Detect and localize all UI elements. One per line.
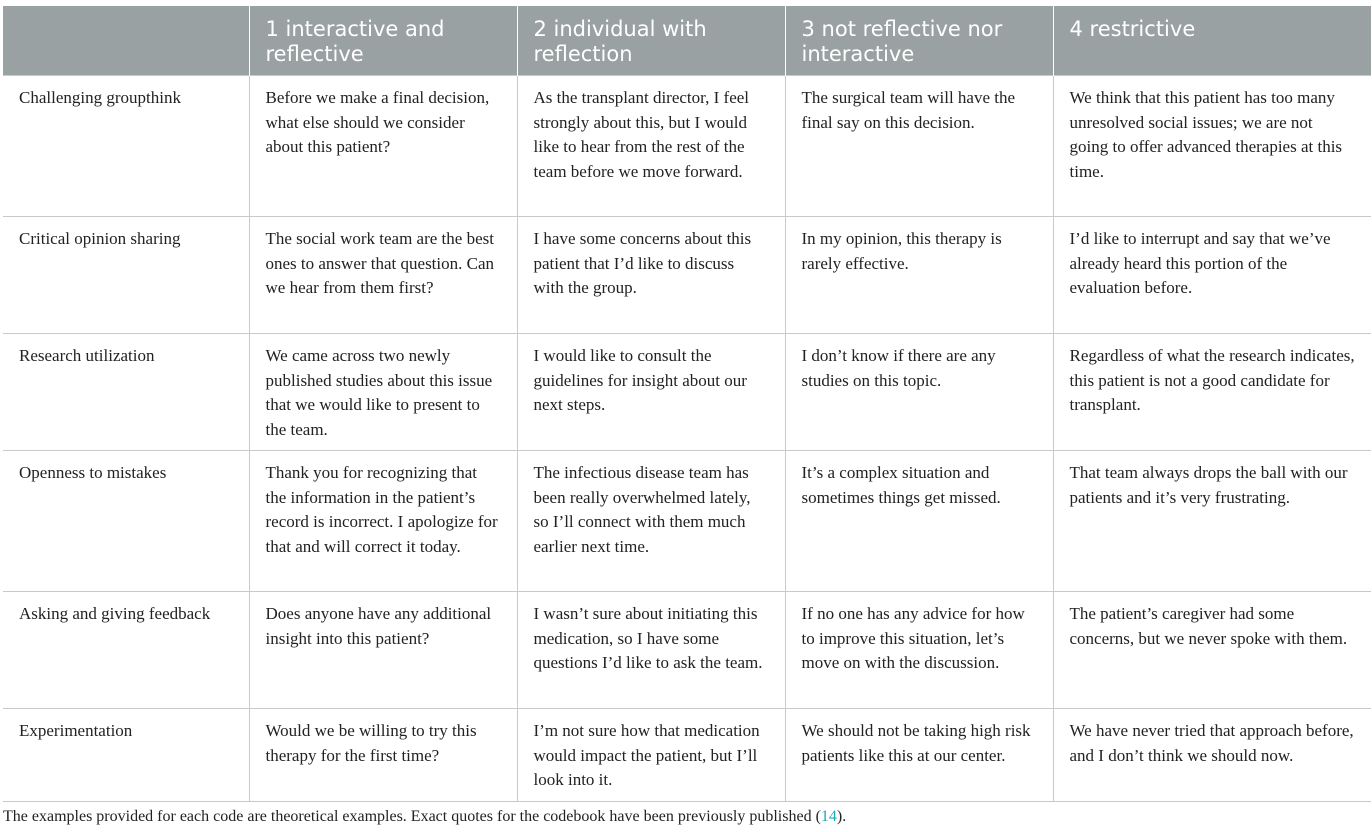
example-cell: We came across two newly published studies about this issue that we would like to present to the team. bbox=[249, 334, 517, 451]
example-cell: That team always drops the ball with our patients and it’s very frustrating. bbox=[1053, 451, 1371, 592]
header-cell-code bbox=[3, 6, 249, 76]
example-cell: I don’t know if there are any studies on this topic. bbox=[785, 334, 1053, 451]
example-cell: Regardless of what the research indicates, this patient is not a good candidate for transplant. bbox=[1053, 334, 1371, 451]
table-row bbox=[3, 592, 1371, 709]
code-cell: Experimentation bbox=[3, 709, 249, 802]
table-row bbox=[3, 76, 1371, 217]
example-cell: We should not be taking high risk patients like this at our center. bbox=[785, 709, 1053, 802]
table-footnote bbox=[3, 808, 846, 826]
table-row bbox=[3, 709, 1371, 802]
example-cell: The infectious disease team has been really overwhelmed lately, so I’ll connect with them much earlier next time. bbox=[517, 451, 785, 592]
header-row bbox=[3, 6, 1371, 76]
code-cell: Challenging groupthink bbox=[3, 76, 249, 217]
example-cell: Thank you for recognizing that the information in the patient’s record is incorrect. I apologize for that and will correct it today. bbox=[249, 451, 517, 592]
example-cell: I’d like to interrupt and say that we’ve already heard this portion of the evaluation before. bbox=[1053, 217, 1371, 334]
reference-link[interactable]: 14 bbox=[820, 808, 837, 825]
example-cell: The social work team are the best ones to answer that question. Can we hear from them first? bbox=[249, 217, 517, 334]
footnote-end: ). bbox=[836, 808, 847, 825]
header-cell-level-3: 3 not reflective nor interactive bbox=[785, 6, 1053, 76]
code-cell: Asking and giving feedback bbox=[3, 592, 249, 709]
example-cell: It’s a complex situation and sometimes things get missed. bbox=[785, 451, 1053, 592]
example-cell: I would like to consult the guidelines for insight about our next steps. bbox=[517, 334, 785, 451]
header-cell-level-1: 1 interactive and reflective bbox=[249, 6, 517, 76]
header-cell-level-4: 4 restrictive bbox=[1053, 6, 1371, 76]
example-cell: We think that this patient has too many unresolved social issues; we are not going to offer advanced therapies at this time. bbox=[1053, 76, 1371, 217]
code-cell: Research utilization bbox=[3, 334, 249, 451]
example-cell: Does anyone have any additional insight into this patient? bbox=[249, 592, 517, 709]
footnote-text: The examples provided for each code are theoretical examples. Exact quotes for the codebook have been previously published ( bbox=[3, 808, 821, 825]
example-cell: I have some concerns about this patient that I’d like to discuss with the group. bbox=[517, 217, 785, 334]
header-cell-level-2: 2 individual with reflection bbox=[517, 6, 785, 76]
codebook-table bbox=[3, 6, 1371, 802]
example-cell: We have never tried that approach before, and I don’t think we should now. bbox=[1053, 709, 1371, 802]
example-cell: If no one has any advice for how to improve this situation, let’s move on with the discussion. bbox=[785, 592, 1053, 709]
example-cell: I wasn’t sure about initiating this medication, so I have some questions I’d like to ask the team. bbox=[517, 592, 785, 709]
example-cell: Would we be willing to try this therapy for the first time? bbox=[249, 709, 517, 802]
example-cell: Before we make a final decision, what else should we consider about this patient? bbox=[249, 76, 517, 217]
table-row bbox=[3, 334, 1371, 451]
example-cell: I’m not sure how that medication would impact the patient, but I’ll look into it. bbox=[517, 709, 785, 802]
table-row bbox=[3, 217, 1371, 334]
example-cell: As the transplant director, I feel strongly about this, but I would like to hear from the rest of the team before we move forward. bbox=[517, 76, 785, 217]
code-cell: Openness to mistakes bbox=[3, 451, 249, 592]
example-cell: In my opinion, this therapy is rarely effective. bbox=[785, 217, 1053, 334]
code-cell: Critical opinion sharing bbox=[3, 217, 249, 334]
example-cell: The surgical team will have the final say on this decision. bbox=[785, 76, 1053, 217]
example-cell: The patient’s caregiver had some concerns, but we never spoke with them. bbox=[1053, 592, 1371, 709]
table-row bbox=[3, 451, 1371, 592]
